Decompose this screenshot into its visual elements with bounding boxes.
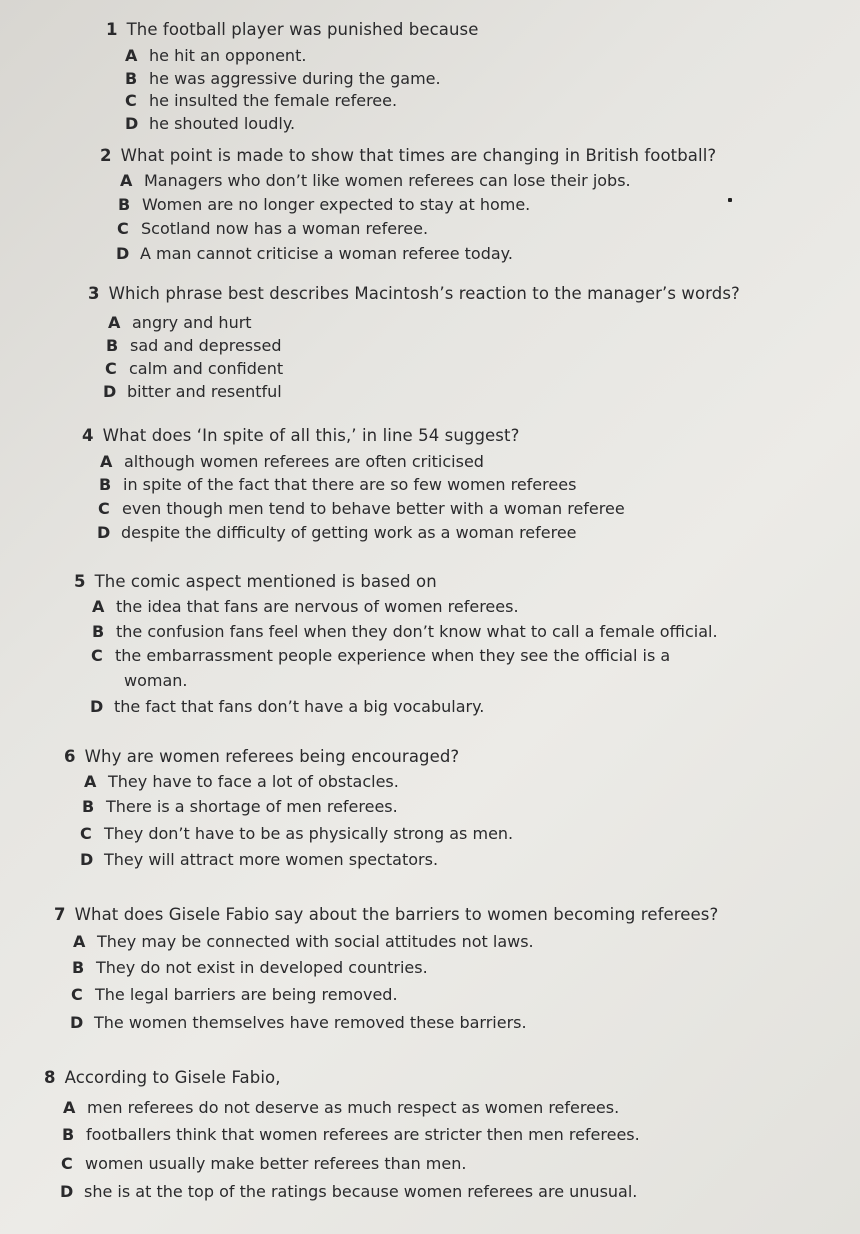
question-4-stem: [82, 425, 519, 447]
option-2c: [117, 218, 428, 240]
question-2-stem: [100, 145, 716, 167]
option-letter: D: [80, 850, 94, 869]
option-3a: [108, 312, 252, 334]
option-1b: [125, 68, 441, 90]
option-3d: [103, 381, 282, 403]
option-text: The legal barriers are being removed.: [95, 985, 398, 1004]
option-letter: A: [73, 932, 86, 951]
option-letter: B: [82, 797, 95, 816]
question-number: 2: [100, 146, 112, 165]
option-text: despite the difficulty of getting work as a woman referee: [121, 523, 577, 542]
question-text: Why are women referees being encouraged?: [84, 747, 460, 766]
option-text: in spite of the fact that there are so few women referees: [123, 475, 577, 494]
option-text: They will attract more women spectators.: [104, 850, 439, 869]
option-letter: D: [116, 244, 130, 263]
option-8c: [61, 1153, 466, 1175]
option-letter: D: [60, 1182, 74, 1201]
option-letter: A: [108, 313, 121, 332]
option-1c: [125, 90, 397, 112]
option-text: he was aggressive during the game.: [149, 69, 441, 88]
option-6d: [80, 849, 438, 871]
option-text: although women referees are often criticised: [124, 452, 484, 471]
option-letter: C: [98, 499, 110, 518]
option-letter: A: [120, 171, 133, 190]
option-text: he hit an opponent.: [149, 46, 307, 65]
question-text: What does Gisele Fabio say about the barriers to women becoming referees?: [74, 905, 719, 924]
ink-dot: [728, 198, 732, 202]
question-text: What does ‘In spite of all this,’ in line 54 suggest?: [102, 426, 520, 445]
option-5b: [92, 621, 718, 643]
option-text: the confusion fans feel when they don’t know what to call a female official.: [116, 622, 718, 641]
option-letter: B: [106, 336, 119, 355]
question-text: The comic aspect mentioned is based on: [94, 572, 437, 591]
question-number: 5: [74, 572, 86, 591]
option-text: Women are no longer expected to stay at home.: [142, 195, 531, 214]
option-8a: [63, 1097, 619, 1119]
option-text: bitter and resentful: [127, 382, 282, 401]
option-3b: [106, 335, 281, 357]
option-4b: [99, 474, 576, 496]
question-3-stem: [88, 283, 740, 305]
question-text: According to Gisele Fabio,: [64, 1068, 281, 1087]
option-8d: [60, 1181, 637, 1203]
option-6c: [80, 823, 513, 845]
option-4d: [97, 522, 577, 544]
option-text: Managers who don’t like women referees can lose their jobs.: [144, 171, 631, 190]
option-letter: C: [125, 91, 137, 110]
option-text: she is at the top of the ratings because women referees are unusual.: [84, 1182, 638, 1201]
option-7c: [71, 984, 398, 1006]
question-number: 1: [106, 20, 118, 39]
option-text: They have to face a lot of obstacles.: [108, 772, 399, 791]
option-8b: [62, 1124, 640, 1146]
option-5c: [91, 645, 670, 667]
option-letter: B: [62, 1125, 75, 1144]
option-letter: D: [97, 523, 111, 542]
option-letter: A: [84, 772, 97, 791]
option-letter: C: [105, 359, 117, 378]
option-5a: [92, 596, 519, 618]
option-letter: C: [80, 824, 92, 843]
question-number: 4: [82, 426, 94, 445]
question-text: The football player was punished because: [126, 20, 479, 39]
question-6-stem: [64, 746, 459, 768]
option-text: sad and depressed: [130, 336, 282, 355]
option-text: women usually make better referees than men.: [85, 1154, 467, 1173]
option-letter: A: [100, 452, 113, 471]
option-text: There is a shortage of men referees.: [106, 797, 398, 816]
option-7b: [72, 957, 428, 979]
option-letter: A: [125, 46, 138, 65]
option-text: men referees do not deserve as much respect as women referees.: [87, 1098, 620, 1117]
question-8-stem: [44, 1067, 281, 1089]
option-4a: [100, 451, 484, 473]
option-text: They don’t have to be as physically strong as men.: [104, 824, 514, 843]
option-6a: [84, 771, 399, 793]
question-text: Which phrase best describes Macintosh’s reaction to the manager’s words?: [108, 284, 740, 303]
option-letter: B: [72, 958, 85, 977]
option-5c-continuation: woman.: [124, 671, 188, 690]
option-text: calm and confident: [129, 359, 284, 378]
option-letter: C: [91, 646, 103, 665]
option-letter: D: [125, 114, 139, 133]
option-letter: D: [103, 382, 117, 401]
question-number: 8: [44, 1068, 56, 1087]
option-5d: [90, 696, 484, 718]
option-1a: [125, 45, 306, 67]
option-letter: C: [61, 1154, 73, 1173]
option-text: They do not exist in developed countries.: [96, 958, 428, 977]
option-6b: [82, 796, 398, 818]
option-letter: B: [99, 475, 112, 494]
option-letter: B: [125, 69, 138, 88]
option-text: footballers think that women referees are stricter then men referees.: [86, 1125, 640, 1144]
option-2a: [120, 170, 631, 192]
option-letter: C: [117, 219, 129, 238]
option-letter: D: [70, 1013, 84, 1032]
question-number: 7: [54, 905, 66, 924]
option-text: even though men tend to behave better with a woman referee: [122, 499, 625, 518]
option-text: A man cannot criticise a woman referee today.: [140, 244, 513, 263]
option-4c: [98, 498, 625, 520]
option-2b: [118, 194, 530, 216]
option-letter: C: [71, 985, 83, 1004]
question-7-stem: [54, 904, 718, 926]
option-letter: D: [90, 697, 104, 716]
option-7a: [73, 931, 534, 953]
option-3c: [105, 358, 283, 380]
question-5-stem: [74, 571, 437, 593]
option-letter: B: [118, 195, 131, 214]
option-2d: [116, 243, 513, 265]
option-letter: A: [63, 1098, 76, 1117]
question-number: 3: [88, 284, 100, 303]
option-7d: [70, 1012, 527, 1034]
option-text: he shouted loudly.: [149, 114, 296, 133]
option-letter: A: [92, 597, 105, 616]
option-text: the idea that fans are nervous of women referees.: [116, 597, 519, 616]
option-text: The women themselves have removed these barriers.: [94, 1013, 527, 1032]
option-1d: [125, 113, 295, 135]
question-number: 6: [64, 747, 76, 766]
question-text: What point is made to show that times are changing in British football?: [120, 146, 717, 165]
option-text: the fact that fans don’t have a big vocabulary.: [114, 697, 485, 716]
option-text: Scotland now has a woman referee.: [141, 219, 429, 238]
option-text: They may be connected with social attitudes not laws.: [97, 932, 534, 951]
option-text: he insulted the female referee.: [149, 91, 398, 110]
option-letter: B: [92, 622, 105, 641]
option-text: the embarrassment people experience when they see the official is a: [115, 646, 671, 665]
question-1-stem: [106, 19, 478, 41]
option-text: angry and hurt: [132, 313, 252, 332]
